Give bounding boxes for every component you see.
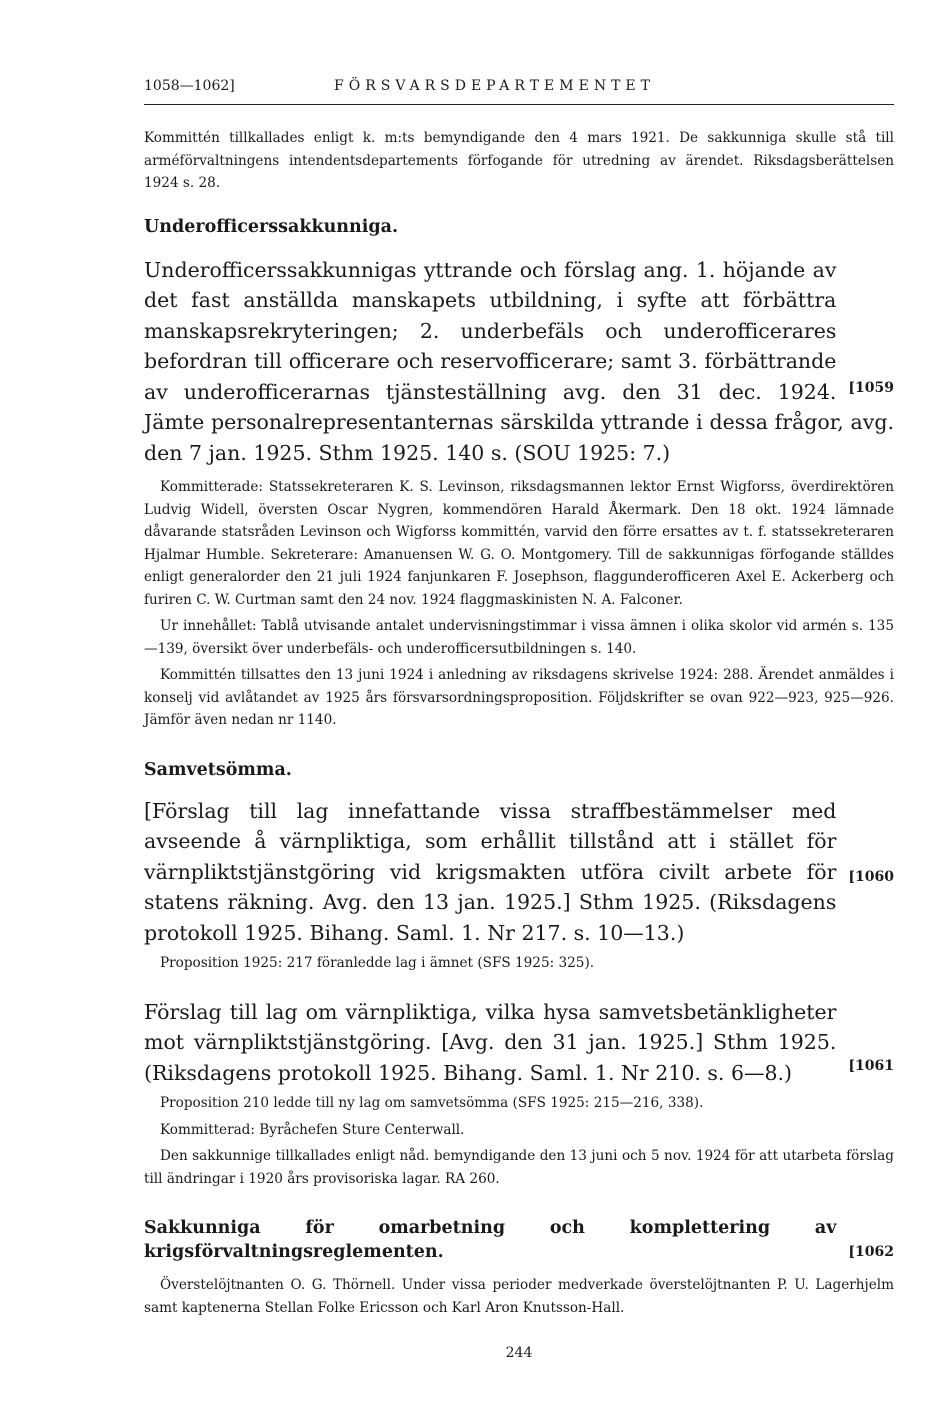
entry-number: [1060 — [848, 868, 894, 885]
entry-number: [1061 — [848, 1057, 894, 1074]
entry-number: [1062 — [848, 1244, 894, 1260]
section-heading-underofficerssakkunniga: Underofficerssakkunniga. — [144, 216, 399, 237]
page-content — [144, 78, 894, 1361]
page-number: 244 — [505, 1345, 533, 1361]
entry-number: [1059 — [848, 379, 894, 396]
running-header — [144, 78, 894, 105]
section-heading-samvetsomma: Samvetsömma. — [144, 759, 292, 780]
entry-1059-history-note: Kommittén tillsattes den 13 juni 1924 i anledning av riksdagens skrivelse 1924: 288. Ärendet anmäldes i konselj vid avlåtandet av 1925 års försvarsordningsproposition. Följdskrifter se ovan 922—923, 925—926. Jämför även nedan nr 1140. — [144, 667, 894, 728]
entry-1061-proposition-note: Proposition 210 ledde till ny lag om samvetsömma (SFS 1925: 215—216, 338). — [160, 1095, 704, 1111]
entry-1059-contents-note: Ur innehållet: Tablå utvisande antalet undervisningstimmar i vissa ämnen i olika skolor vid armén s. 135—139, översikt över underbefäls- och underofficersutbildningen s. 140. — [144, 618, 894, 657]
intro-note: Kommittén tillkallades enligt k. m:ts bemyndigande den 4 mars 1921. De sakkunniga skulle stå till arméförvaltningens intendentsdepartements förfogande för utredning av ärendet. Riksdagsberättelsen 1924 s. 28. — [144, 130, 894, 191]
entry-1061-assignment-note: Den sakkunnige tillkallades enligt nåd. bemyndigande den 13 juni och 5 nov. 1924 för att utarbeta förslag till ändringar i 1920 års provisoriska lagar. RA 260. — [144, 1148, 894, 1187]
entry-1060-proposition-note: Proposition 1925: 217 föranledde lag i ämnet (SFS 1925: 325). — [160, 955, 595, 971]
department-title: FÖRSVARSDEPARTEMENTET — [334, 78, 655, 94]
entry-1062-members-note: Överstelöjtnanten O. G. Thörnell. Under vissa perioder medverkade överstelöjtnanten P. U. Lagerhjelm samt kaptenerna Stellan Folke Ericsson och Karl Aron Knutsson-Hall. — [144, 1277, 894, 1316]
entry-1059-committee-note: Kommitterade: Statssekreteraren K. S. Levinson, riksdagsmannen lektor Ernst Wigforss, överdirektören Ludvig Widell, översten Oscar Nygren, kommendören Harald Åkermark. Den 18 okt. 1924 lämnade dåvarande statsråden Levinson och Wigforss kommittén, varvid den förre ersattes av t. f. statssekreteraren Hjalmar Humble. Sekreterare: Amanuensen W. G. O. Montgomery. Till de sakkunnigas förfogande ställdes enligt generalorder den 21 juli 1924 fanjunkaren F. Josephson, flaggunderofficeren Axel E. Ackerberg och furiren C. W. Curtman samt den 24 nov. 1924 flaggmaskinisten N. A. Falconer. — [144, 479, 894, 608]
section-heading-krigsforvaltningsreglementen: [1062 Sakkunniga för omarbetning och komplettering av krigsförvaltningsreglementen. — [144, 1218, 894, 1262]
entry-1059-title: [1059 Underofficerssakkunnigas yttrande och förslag ang. 1. höjande av det fast anställda manskapets utbildning, i syfte att förbättra manskapsrekryteringen; 2. underbefäls och underofficerares befordran till officerare och reservofficerare; samt 3. förbättrande av underofficerarnas tjänsteställning avg. den 31 dec. 1924. Jämte personalrepresentanternas särskilda yttrande i dessa frågor, avg. den 7 jan. 1925. Sthm 1925. 140 s. (SOU 1925: 7.) — [144, 257, 894, 465]
entry-1060-title: [1060 [Förslag till lag innefattande vissa straffbestämmelser med avseende å värnpliktiga, som erhållit tillstånd att i stället för värnpliktstjänstgöring vid krigsmakten utföra civilt arbete för statens räkning. Avg. den 13 jan. 1925.] Sthm 1925. (Riksdagens protokoll 1925. Bihang. Saml. 1. Nr 217. s. 10—13.) — [144, 798, 894, 945]
entry-1061-committee-note: Kommitterad: Byråchefen Sture Centerwall. — [160, 1121, 465, 1138]
entry-1061-title: [1061 Förslag till lag om värnpliktiga, vilka hysa samvetsbetänkligheter mot värnpliktstjänstgöring. [Avg. den 31 jan. 1925.] Sthm 1925. (Riksdagens protokoll 1925. Bihang. Saml. 1. Nr 210. s. 6—8.) — [144, 999, 894, 1085]
entry-range: 1058—1062] — [144, 78, 235, 94]
